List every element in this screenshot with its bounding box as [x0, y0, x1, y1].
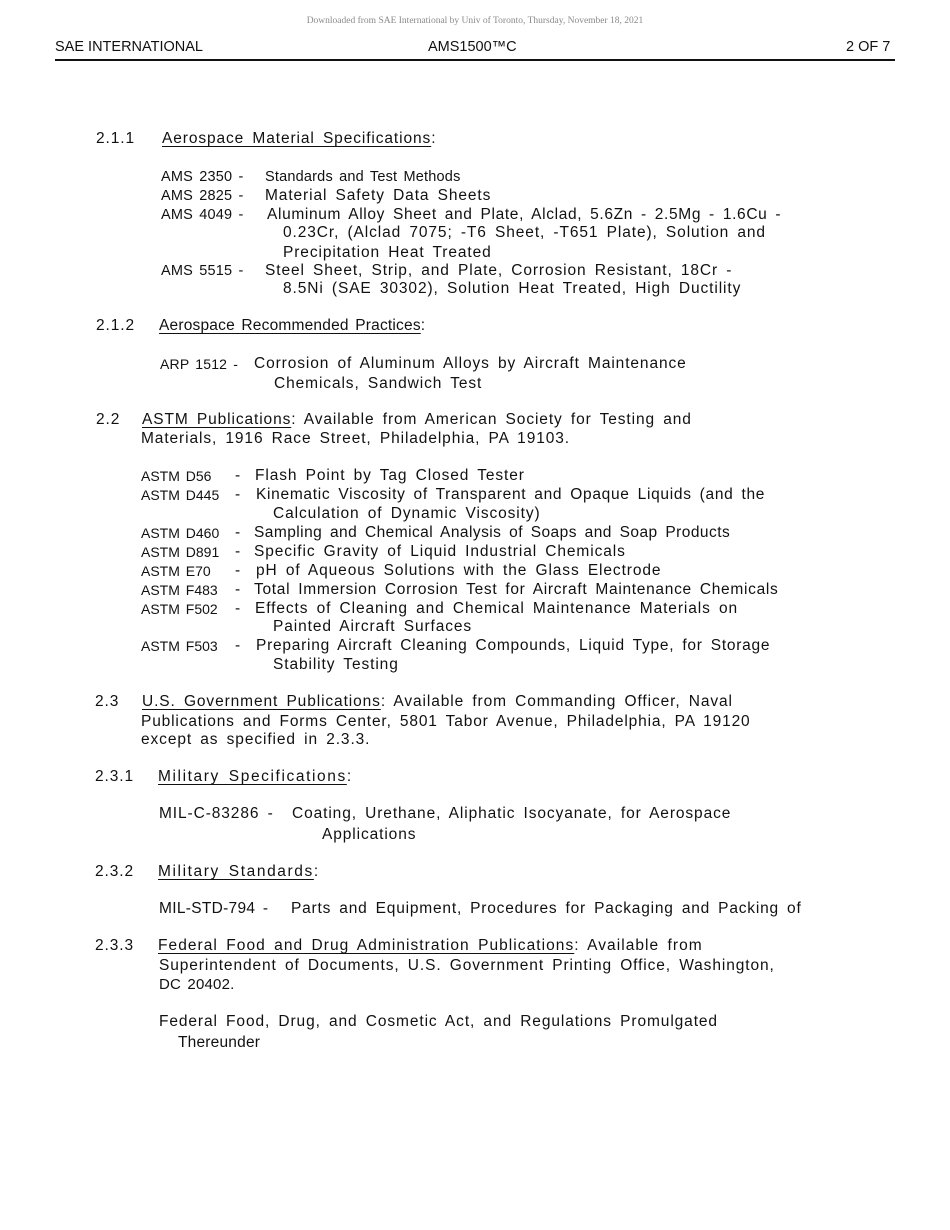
- astm-code-d460: ASTM D460: [141, 525, 220, 541]
- section-heading-2-1-2: [159, 317, 425, 335]
- astm-title-d460: Sampling and Chemical Analysis of Soaps and Soap Products: [254, 524, 731, 541]
- spec-title-arp-1512: Corrosion of Aluminum Alloys by Aircraft Maintenance: [254, 355, 687, 372]
- spec-code-mil-c-83286: MIL-C-83286 -: [159, 805, 274, 822]
- section-title-2-3-1: Military Specifications: [158, 768, 347, 785]
- spec-code-ams-2825: AMS 2825 -: [161, 188, 244, 204]
- spec-title-mil-std-794: Parts and Equipment, Procedures for Packaging and Packing of: [291, 900, 802, 917]
- section-number-2-3-1: 2.3.1: [95, 768, 134, 785]
- section-title-colon: :: [431, 130, 437, 147]
- astm-title-d445: Kinematic Viscosity of Transparent and Opaque Liquids (and the: [256, 486, 766, 503]
- astm-title-f503-cont: Stability Testing: [273, 656, 399, 673]
- spec-title-ams-2825: Material Safety Data Sheets: [265, 187, 492, 204]
- spec-title-ams-5515-cont: 8.5Ni (SAE 30302), Solution Heat Treated, High Ductility: [283, 280, 742, 297]
- section-heading-2-2: [142, 411, 692, 429]
- section-title-2-1-2: Aerospace Recommended Practices: [159, 317, 421, 334]
- section-heading-2-1-1: [162, 130, 436, 148]
- spec-title-ams-4049: Aluminum Alloy Sheet and Plate, Alclad, 5.6Zn - 2.5Mg - 1.6Cu -: [267, 206, 782, 223]
- header-rule: [55, 59, 895, 61]
- astm-dash: -: [235, 600, 242, 617]
- spec-title-ams-2350: Standards and Test Methods: [265, 169, 461, 185]
- section-number-2-3-3: 2.3.3: [95, 937, 134, 954]
- astm-code-f483: ASTM F483: [141, 582, 218, 598]
- astm-title-f483: Total Immersion Corrosion Test for Aircraft Maintenance Chemicals: [254, 581, 779, 598]
- astm-title-f502-cont: Painted Aircraft Surfaces: [273, 618, 473, 635]
- astm-title-d445-cont: Calculation of Dynamic Viscosity): [273, 505, 541, 522]
- section-number-2-1-2: 2.1.2: [96, 317, 135, 334]
- spec-title-ams-4049-cont2: Precipitation Heat Treated: [283, 244, 492, 261]
- section-title-colon: :: [420, 317, 426, 334]
- spec-code-ams-4049: AMS 4049 -: [161, 207, 244, 223]
- section-lead-2-3-cont: Publications and Forms Center, 5801 Tabor Avenue, Philadelphia, PA 19120: [141, 713, 751, 730]
- astm-title-d56: Flash Point by Tag Closed Tester: [255, 467, 525, 484]
- section-number-2-1-1: 2.1.1: [96, 130, 135, 147]
- astm-title-e70: pH of Aqueous Solutions with the Glass Electrode: [256, 562, 662, 579]
- astm-code-d891: ASTM D891: [141, 544, 220, 560]
- section-heading-2-3-2: [158, 863, 320, 881]
- astm-code-f502: ASTM F502: [141, 601, 218, 617]
- federal-act-title-cont: Thereunder: [178, 1034, 261, 1051]
- spec-title-ams-4049-cont: 0.23Cr, (Alclad 7075; -T6 Sheet, -T651 Plate), Solution and: [283, 224, 766, 241]
- federal-act-title: Federal Food, Drug, and Cosmetic Act, and Regulations Promulgated: [159, 1013, 718, 1030]
- section-lead-2-3-3-cont2: DC 20402.: [159, 976, 235, 993]
- astm-title-d891: Specific Gravity of Liquid Industrial Chemicals: [254, 543, 626, 560]
- astm-title-f502: Effects of Cleaning and Chemical Maintenance Materials on: [255, 600, 738, 617]
- section-number-2-3-2: 2.3.2: [95, 863, 134, 880]
- section-heading-2-3: [142, 693, 733, 711]
- section-title-2-3-2: Military Standards: [158, 863, 314, 880]
- section-number-2-3: 2.3: [95, 693, 120, 710]
- section-lead-2-2-cont: Materials, 1916 Race Street, Philadelphia, PA 19103.: [141, 430, 570, 447]
- spec-code-mil-std-794: MIL-STD-794 -: [159, 900, 269, 917]
- section-lead-2-3-3: : Available from: [574, 937, 703, 954]
- section-lead-2-3: : Available from Commanding Officer, Naval: [380, 693, 733, 710]
- header-organization: SAE INTERNATIONAL: [55, 39, 203, 55]
- download-watermark: Downloaded from SAE International by Univ of Toronto, Thursday, November 18, 2021: [306, 16, 644, 26]
- astm-code-d445: ASTM D445: [141, 487, 220, 503]
- spec-code-ams-5515: AMS 5515 -: [161, 263, 244, 279]
- astm-dash: -: [235, 486, 242, 503]
- section-title-2-1-1: Aerospace Material Specifications: [162, 130, 432, 147]
- astm-title-f503: Preparing Aircraft Cleaning Compounds, Liquid Type, for Storage: [256, 637, 771, 654]
- astm-dash: -: [235, 637, 242, 654]
- section-lead-2-3-3-cont: Superintendent of Documents, U.S. Government Printing Office, Washington,: [159, 957, 775, 974]
- astm-dash: -: [235, 581, 242, 598]
- astm-code-e70: ASTM E70: [141, 563, 211, 579]
- section-lead-2-3-cont2: except as specified in 2.3.3.: [141, 731, 371, 748]
- spec-title-ams-5515: Steel Sheet, Strip, and Plate, Corrosion Resistant, 18Cr -: [265, 262, 733, 279]
- spec-title-mil-c-83286: Coating, Urethane, Aliphatic Isocyanate, for Aerospace: [292, 805, 732, 822]
- astm-dash: -: [235, 543, 242, 560]
- section-title-2-2: ASTM Publications: [142, 411, 292, 428]
- section-title-2-3: U.S. Government Publications: [142, 693, 381, 710]
- spec-title-mil-c-83286-cont: Applications: [322, 826, 417, 843]
- spec-code-arp-1512: ARP 1512 -: [160, 356, 239, 372]
- section-title-colon: :: [346, 768, 353, 785]
- section-heading-2-3-1: [158, 768, 353, 786]
- spec-title-arp-1512-cont: Chemicals, Sandwich Test: [274, 375, 483, 392]
- astm-code-f503: ASTM F503: [141, 638, 218, 654]
- section-title-colon: :: [313, 863, 320, 880]
- astm-dash: -: [235, 562, 242, 579]
- header-document-number: AMS1500™C: [428, 39, 517, 55]
- astm-dash: -: [235, 467, 242, 484]
- section-number-2-2: 2.2: [96, 411, 121, 428]
- section-title-2-3-3: Federal Food and Drug Administration Publications: [158, 937, 575, 954]
- astm-dash: -: [235, 524, 242, 541]
- section-lead-2-2: : Available from American Society for Testing and: [291, 411, 692, 428]
- astm-code-d56: ASTM D56: [141, 468, 212, 484]
- spec-code-ams-2350: AMS 2350 -: [161, 169, 244, 185]
- section-heading-2-3-3: [158, 937, 703, 955]
- header-page-number: 2 OF 7: [846, 39, 891, 55]
